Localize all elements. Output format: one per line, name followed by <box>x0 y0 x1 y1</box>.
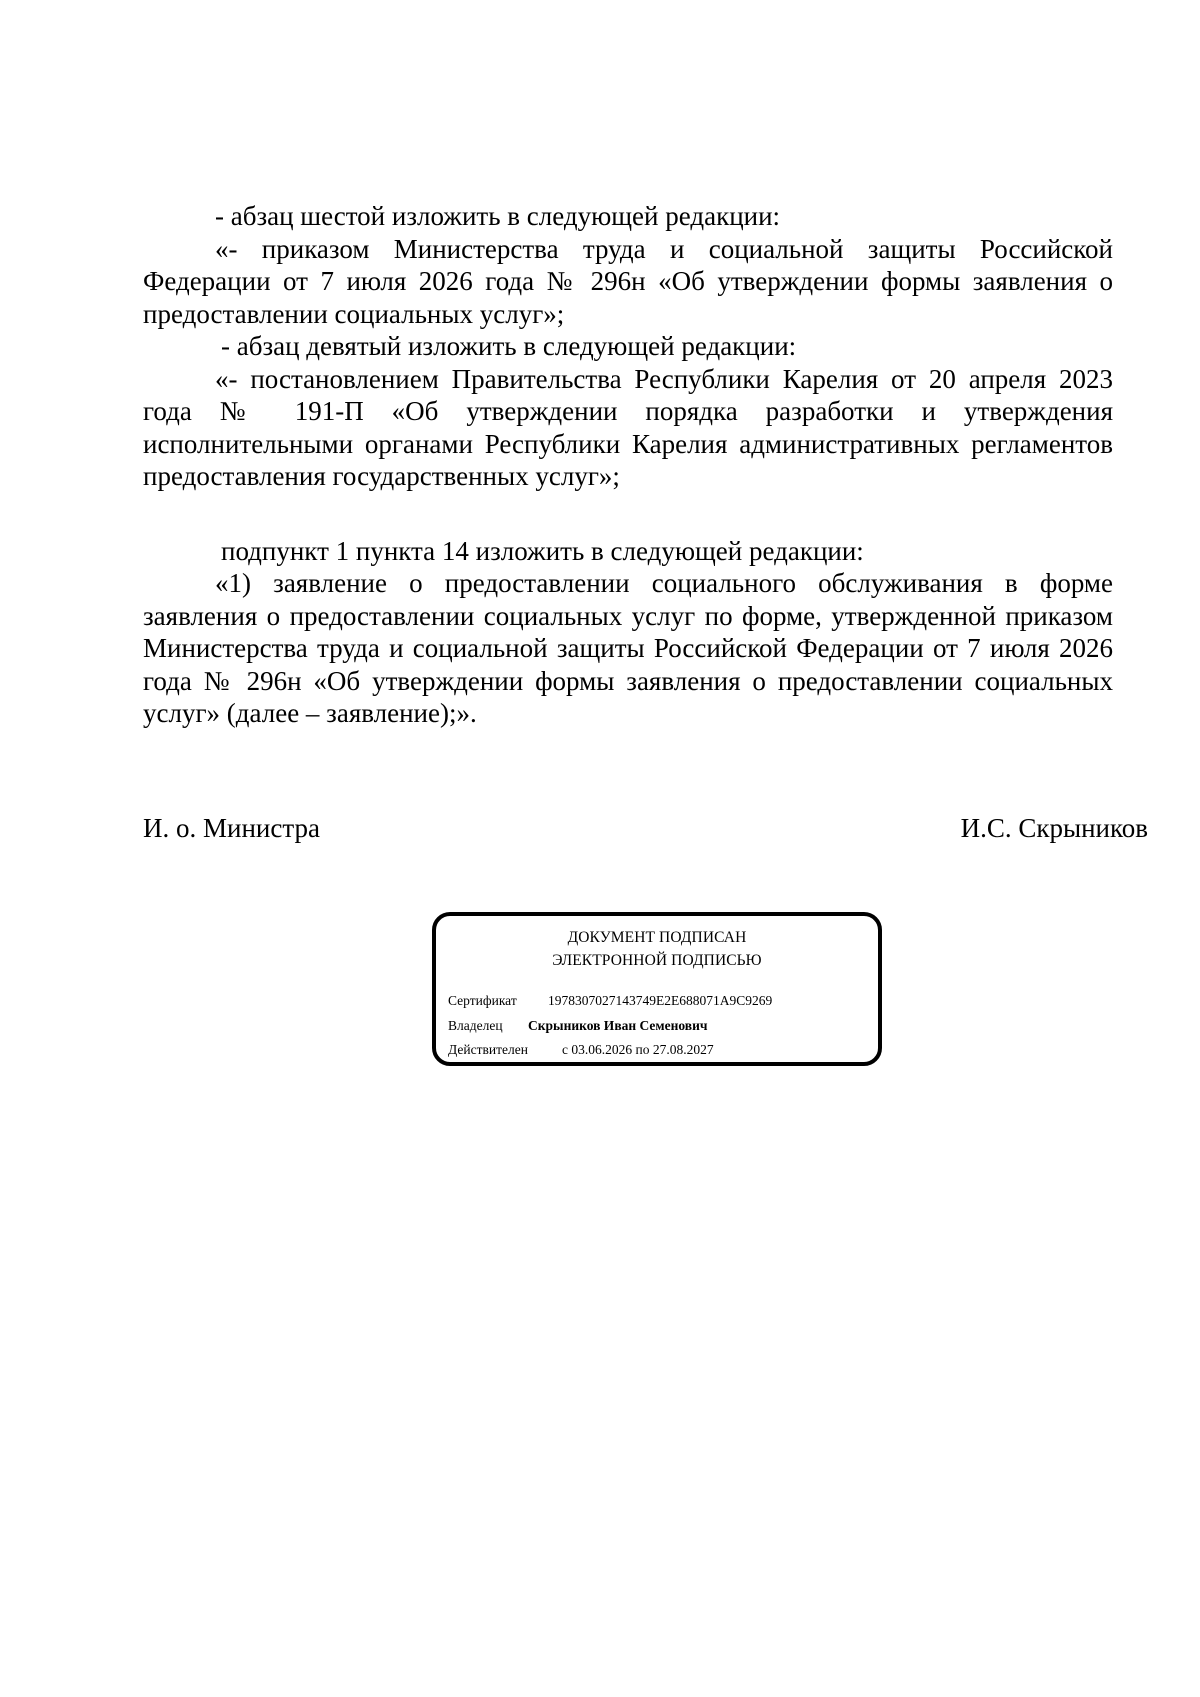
stamp-certificate-row <box>448 992 772 1010</box>
validity-label: Действителен <box>448 1042 528 1057</box>
paragraph-amend-sixth: - абзац шестой изложить в следующей редакции: <box>215 201 781 231</box>
paragraph-amend-ninth: - абзац девятый изложить в следующей редакции: <box>221 331 797 361</box>
paragraph-resolution-reference: «- постановлением Правительства Республики Карелия от 20 апреля 2023 года № 191-П «Об утверждении порядка разработки и утверждения исполнительными органами Республики Карелия административных регламентов предоставления государственных услуг»; <box>143 363 1113 491</box>
paragraph-application: «1) заявление о предоставлении социального обслуживания в форме заявления о предоставлении социальных услуг по форме, утвержденной приказом Министерства труда и социальной защиты Российской Федерации от 7 июля 2026 года № 296н «Об утверждении формы заявления о предоставлении социальных услуг» (далее – заявление);». <box>143 568 1113 728</box>
electronic-signature-stamp <box>432 912 882 1066</box>
validity-value: с 03.06.2026 по 27.08.2027 <box>562 1042 714 1057</box>
stamp-header <box>436 926 878 972</box>
owner-value: Скрыников Иван Семенович <box>528 1018 708 1033</box>
paragraph-order-reference: «- приказом Министерства труда и социальной защиты Российской Федерации от 7 июля 2026 года № 296н «Об утверждении формы заявления о предоставлении социальных услуг»; <box>143 233 1113 329</box>
stamp-header-line-2: ЭЛЕКТРОННОЙ ПОДПИСЬЮ <box>552 952 762 969</box>
signatory-name: И.С. Скрыников <box>960 813 1148 843</box>
stamp-validity-row <box>448 1041 714 1059</box>
signatory-position: И. о. Министра <box>143 813 320 843</box>
certificate-label: Сертификат <box>448 993 517 1008</box>
certificate-value: 1978307027143749E2E688071A9C9269 <box>548 993 773 1008</box>
paragraph-spacer <box>143 493 1113 535</box>
document-body <box>143 200 1113 730</box>
owner-label: Владелец <box>448 1018 503 1033</box>
stamp-header-line-1: ДОКУМЕНТ ПОДПИСАН <box>567 929 747 946</box>
stamp-owner-row <box>448 1017 707 1035</box>
paragraph-subclause: подпункт 1 пункта 14 изложить в следующей редакции: <box>221 535 864 566</box>
